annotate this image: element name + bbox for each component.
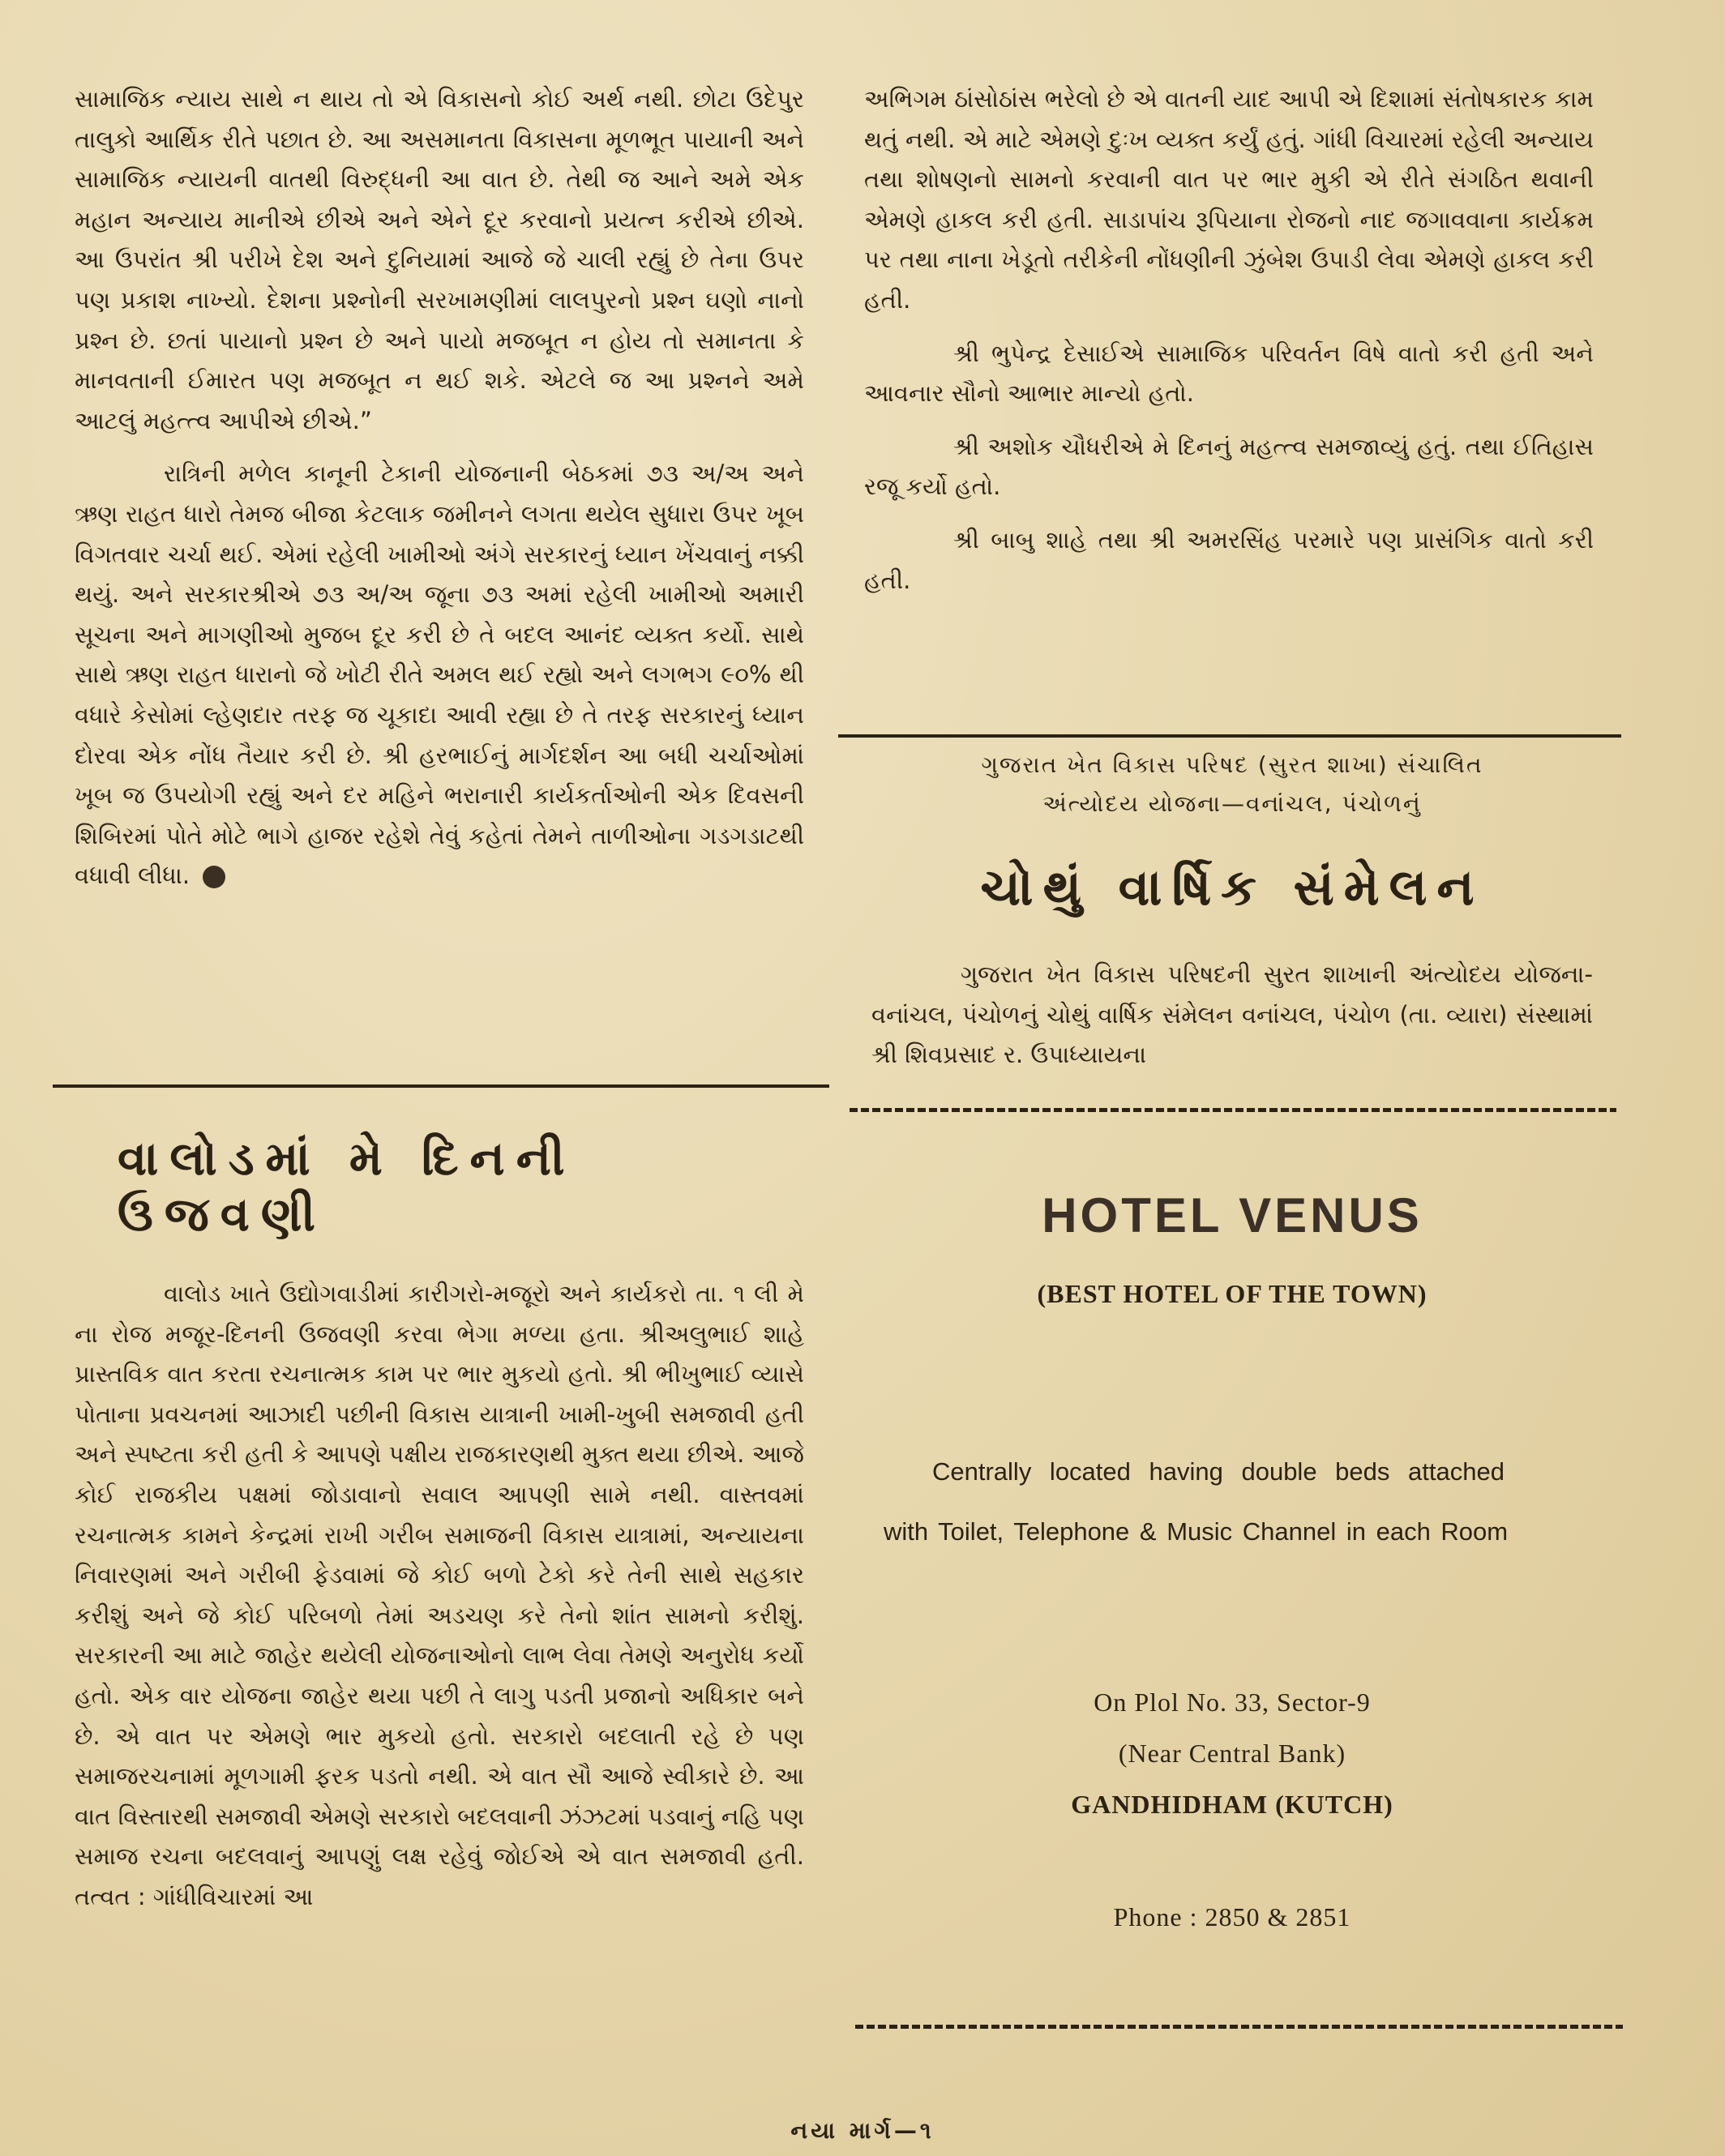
dashed-divider (855, 2025, 1623, 2029)
article-left-continued (75, 79, 804, 896)
ad-tagline: (BEST HOTEL OF THE TOWN) (1037, 1279, 1428, 1308)
sammelan-article (871, 955, 1593, 1076)
sammelan-title: ચોથું વાર્ષિક સંમેલન (980, 858, 1484, 917)
end-mark-icon (203, 866, 225, 888)
subtitle-line: ગુજરાત ખેત વિકાસ પરિષદ (સુરત શાખા) સંચાલિત (981, 751, 1483, 778)
ad-address-city: GANDHIDHAM (KUTCH) (1071, 1790, 1393, 1819)
article-right-continued (864, 79, 1594, 601)
ad-description-line: Centrally located having double beds attached (932, 1457, 1505, 1486)
paragraph: અભિગમ ઠાંસોઠાંસ ભરેલો છે એ વાતની યાદ આપી એ દિશામાં સંતોષકારક કામ થતું નથી. એ માટે એમણે દુઃખ વ્યક્ત કર્યું હતું. ગાંધી વિચારમાં રહેલી અન્યાય તથા શોષણનો સામનો કરવાની વાત પર ભાર મુકી એ રીતે સંગઠિત થવાની એમણે હાકલ કરી હતી. સાડાપાંચ રૂપિયાના રોજનો નાદ જગાવવાના કાર્યક્રમ પર તથા નાના ખેડૂતો તરીકેની નોંધણીની ઝુંબેશ ઉપાડી લેવા એમણે હાકલ કરી હતી. (864, 85, 1594, 314)
divider (838, 734, 1621, 738)
ad-phone: Phone : 2850 & 2851 (1113, 1902, 1351, 1931)
page-footer: નયા માર્ગ—૧ (790, 2117, 935, 2144)
paragraph: શ્રી અશોક ચૌધરીએ મે દિનનું મહત્ત્વ સમજાવ્યું હતું. તથા ઈતિહાસ રજૂ કર્યો હતો. (864, 432, 1594, 501)
article-heading: વાલોડમાં મે દિનની ઉજવણી (118, 1131, 576, 1242)
ad-address-line: (Near Central Bank) (1118, 1739, 1346, 1768)
paragraph: વાલોડ ખાતે ઉદ્યોગવાડીમાં કારીગરો-મજૂરો અને કાર્યકરો તા. ૧ લી મે ના રોજ મજૂર-દિનની ઉજવણી કરવા ભેગા મળ્યા હતા. શ્રીઅલુભાઈ શાહે પ્રાસ્તવિક વાત કરતા રચનાત્મક કામ પર ભાર મુકયો હતો. શ્રી ભીખુભાઈ વ્યાસે પોતાના પ્રવચનમાં આઝાદી પછીની વિકાસ યાત્રાની ખામી-ખુબી સમજાવી હતી અને સ્પષ્ટતા કરી હતી કે આપણે પક્ષીય રાજકારણથી મુક્ત થયા છીએ. આજે કોઈ રાજકીય પક્ષમાં જોડાવાનો સવાલ આપણી સામે નથી. વાસ્તવમાં રચનાત્મક કામને કેન્દ્રમાં રાખી ગરીબ સમાજની વિકાસ યાત્રામાં, અન્યાયના નિવારણમાં અને ગરીબી ફેડવામાં જે કોઈ બળો ટેકો કરે તેની સાથે સહકાર કરીશું અને જે કોઈ પરિબળો તેમાં અડચણ કરે તેનો શાંત સામનો કરીશું. સરકારની આ માટે જાહેર થયેલી યોજનાઓનો લાભ લેવા તેમણે અનુરોધ કર્યો હતો. એક વાર યોજના જાહેર થયા પછી તે લાગુ પડતી પ્રજાનો અધિકાર બને છે. એ વાત પર એમણે ભાર મુકયો હતો. સરકારો બદલાતી રહે છે પણ સમાજરચનામાં મૂળગામી ફરક પડતો નથી. એ વાત સૌ આજે સ્વીકારે છે. આ વાત વિસ્તારથી સમજાવી એમણે સરકારો બદલવાની ઝંઝટમાં પડવાનું નહિ પણ સમાજ રચના બદલવાનું આપણું લક્ષ રહેવું જોઈએ એ વાત સમજાવી હતી. તત્વત : ગાંધીવિચારમાં આ (75, 1280, 804, 1910)
paragraph: રાત્રિની મળેલ કાનૂની ટેકાની યોજનાની બેઠકમાં ૭૩ અ/અ અને ઋણ રાહત ધારો તેમજ બીજા કેટલાક જમીનને લગતા થયેલ સુધારા ઉપર ખૂબ વિગતવાર ચર્ચા થઈ. એમાં રહેલી ખામીઓ અંગે સરકારનું ધ્યાન ખેંચવાનું નક્કી થયું. અને સરકારશ્રીએ ૭૩ અ/અ જૂના ૭૩ અમાં રહેલી ખામીઓ અમારી સૂચના અને માગણીઓ મુજબ દૂર કરી છે તે બદલ આનંદ વ્યક્ત કર્યો. સાથે સાથે ઋણ રાહત ધારાનો જે ખોટી રીતે અમલ થઈ રહ્યો અને લગભગ ૯૦% થી વધારે કેસોમાં લ્હેણદાર તરફ જ ચૂકાદા આવી રહ્યા છે તે તરફ સરકારનું ધ્યાન દોરવા એક નોંધ તૈયાર કરી છે. શ્રી હરભાઈનું માર્ગદર્શન આ બધી ચર્ચાઓમાં ખૂબ જ ઉપયોગી રહ્યું અને દર મહિને ભરાનારી કાર્યકર્તાઓની એક દિવસની શિબિરમાં પોતે મોટે ભાગે હાજર રહેશે તેવું કહેતાં તેમને તાળીઓના ગડગડાટથી વધાવી લીધા. (75, 460, 804, 890)
paragraph: ગુજરાત ખેત વિકાસ પરિષદની સુરત શાખાની અંત્યોદય યોજના-વનાંચલ, પંચોળનું ચોથું વાર્ષિક સંમેલન વનાંચલ, પંચોળ (તા. વ્યારા) સંસ્થામાં શ્રી શિવપ્રસાદ ર. ઉપાધ્યાયના (871, 960, 1593, 1069)
divider (53, 1084, 829, 1088)
paragraph: સામાજિક ન્યાય સાથે ન થાય તો એ વિકાસનો કોઈ અર્થ નથી. છોટા ઉદેપુર તાલુકો આર્થિક રીતે પછાત છે. આ અસમાનતા વિકાસના મૂળભૂત પાયાની અને સામાજિક ન્યાયની વાતથી વિરુદ્ધની આ વાત છે. તેથી જ આને અમે એક મહાન અન્યાય માનીએ છીએ અને એને દૂર કરવાનો પ્રયત્ન કરીએ છીએ. આ ઉપરાંત શ્રી પરીખે દેશ અને દુનિયામાં આજે જે ચાલી રહ્યું છે તેના ઉપર પણ પ્રકાશ નાખ્યો. દેશના પ્રશ્નોની સરખામણીમાં લાલપુરનો પ્રશ્ન ઘણો નાનો પ્રશ્ન છે. છતાં પાયાનો પ્રશ્ન છે અને પાયો મજબૂત ન હોય તો સમાનતા કે માનવતાની ઈમારત પણ મજબૂત ન થઈ શકે. એટલે જ આ પ્રશ્નને અમે આટલું મહત્ત્વ આપીએ છીએ.” (75, 85, 804, 434)
subtitle-line: અંત્યોદય યોજના—વનાંચલ, પંચોળનું (1042, 790, 1422, 817)
ad-description-line: with Toilet, Telephone & Music Channel in each Room (884, 1517, 1509, 1546)
ad-address-line: On Plol No. 33, Sector-9 (1094, 1688, 1371, 1717)
paragraph: શ્રી બાબુ શાહે તથા શ્રી અમરસિંહ પરમારે પણ પ્રાસંગિક વાતો કરી હતી. (864, 525, 1594, 594)
article-valod-may-day (75, 1274, 804, 1918)
paragraph: શ્રી ભુપેન્દ્ર દેસાઈએ સામાજિક પરિવર્તન વિષે વાતો કરી હતી અને આવનાર સૌનો આભાર માન્યો હતો. (864, 339, 1594, 408)
dashed-divider (850, 1108, 1616, 1112)
ad-title: HOTEL VENUS (1042, 1188, 1423, 1243)
sammelan-subtitle (867, 746, 1597, 823)
